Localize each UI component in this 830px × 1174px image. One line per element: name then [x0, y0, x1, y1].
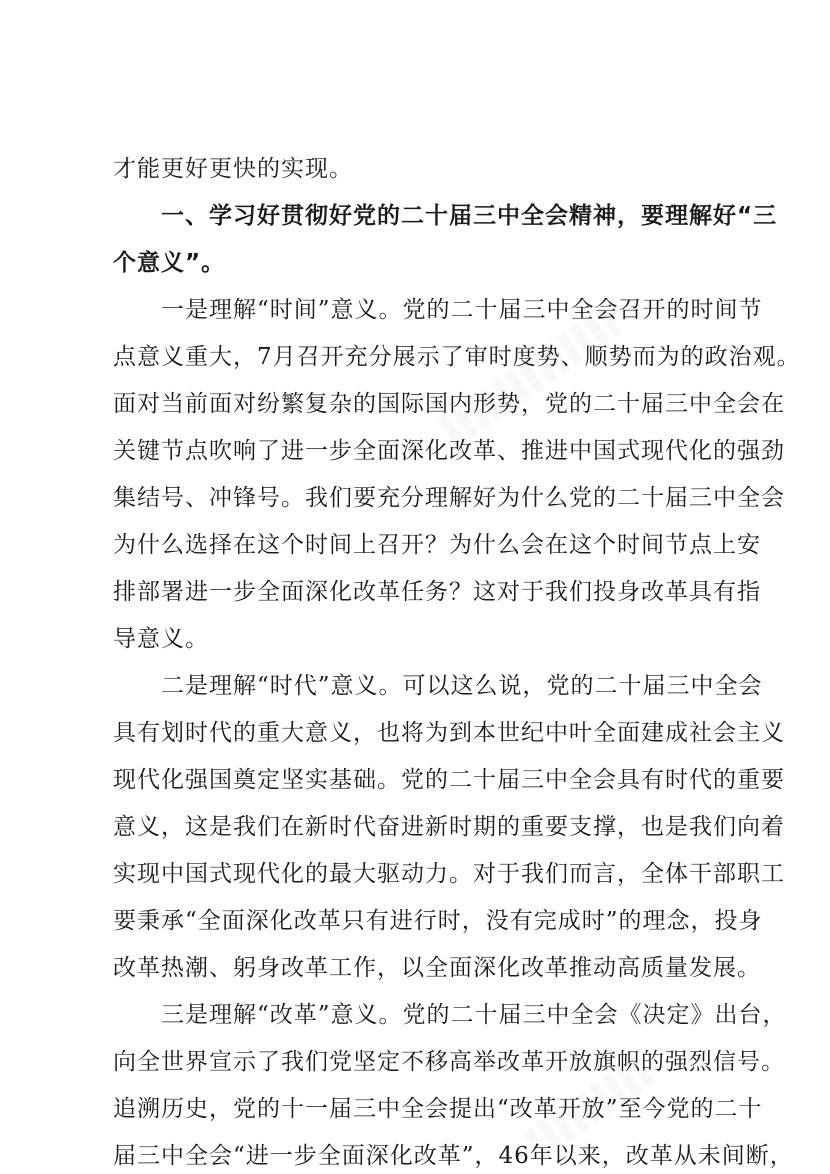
body-text-line: 关键节点吹响了进一步全面深化改革、推进中国式现代化的强劲: [113, 438, 785, 464]
body-text-line: 现代化强国奠定坚实基础。党的二十届三中全会具有时代的重要: [113, 767, 785, 793]
paragraph-first-line: 三是理解“改革”意义。党的二十届三中全会《决定》出台，: [161, 1002, 787, 1028]
body-text-line: 改革热潮、躬身改革工作，以全面深化改革推动高质量发展。: [113, 955, 761, 981]
body-text-line: 意义，这是我们在新时代奋进新时期的重要支撑，也是我们向着: [113, 814, 785, 840]
body-text-line: 届三中全会“进一步全面深化改革”，46年以来，改革从未间断，: [113, 1143, 794, 1169]
body-text-line: 具有划时代的重大意义，也将为到本世纪中叶全面建成社会主义: [113, 720, 785, 746]
body-text-line: 导意义。: [113, 626, 209, 652]
paragraph-first-line: 一是理解“时间”意义。党的二十届三中全会召开的时间节: [161, 297, 763, 323]
body-text-line: 才能更好更快的实现。: [113, 156, 353, 182]
body-text-line: 实现中国式现代化的最大驱动力。对于我们而言，全体干部职工: [113, 861, 785, 887]
body-text-line: 追溯历史，党的十一届三中全会提出“改革开放”至今党的二十: [113, 1096, 763, 1122]
body-text-line: 排部署进一步全面深化改革任务？这对于我们投身改革具有指: [113, 579, 761, 605]
body-text-line: 向全世界宣示了我们党坚定不移高举改革开放旗帜的强烈信号。: [113, 1049, 785, 1075]
watermark: [438, 306, 621, 449]
body-text-line: 点意义重大，7月召开充分展示了审时度势、顺势而为的政治观。: [113, 344, 801, 370]
section-heading-line: 一、学习好贯彻好党的二十届三中全会精神，要理解好“三: [161, 203, 778, 229]
section-heading-line: 个意义”。: [113, 250, 226, 276]
body-text-line: 集结号、冲锋号。我们要充分理解好为什么党的二十届三中全会: [113, 485, 785, 511]
paragraph-first-line: 二是理解“时代”意义。可以这么说，党的二十届三中全会: [161, 673, 763, 699]
body-text-line: 要秉承“全面深化改革只有进行时，没有完成时”的理念，投身: [113, 908, 763, 934]
body-text-line: 面对当前面对纷繁复杂的国际国内形势，党的二十届三中全会在: [113, 391, 785, 417]
body-text-line: 为什么选择在这个时间上召开？为什么会在这个时间节点上安: [113, 532, 761, 558]
